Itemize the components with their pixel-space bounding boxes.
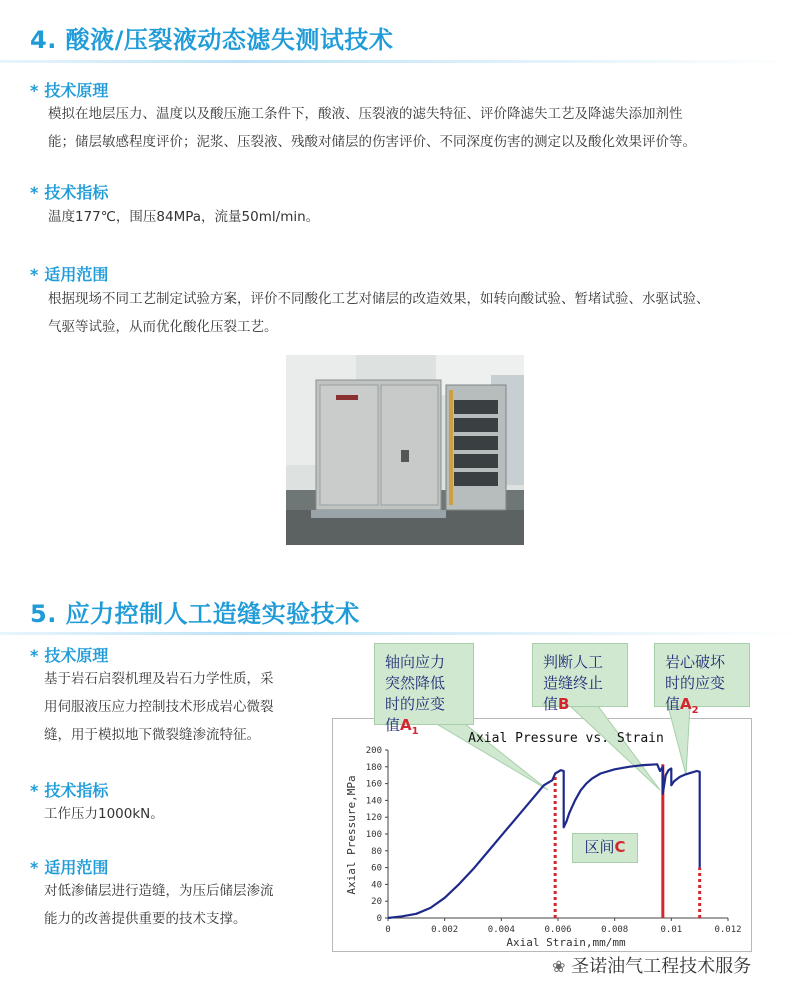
chart-title: Axial Pressure vs. Strain	[468, 731, 664, 746]
x-tick-label: 0.002	[431, 925, 459, 935]
star-icon: *	[30, 81, 39, 100]
x-tick-label: 0	[385, 925, 391, 935]
text-line: 工作压力1000kN。	[44, 806, 164, 822]
wechat-icon: ❀	[552, 957, 566, 976]
callout-line: 突然降低	[385, 674, 446, 692]
watermark-text: 圣诺油气工程技术服务	[571, 956, 752, 977]
callout-prefix: 值	[543, 695, 559, 713]
y-tick-label: 140	[365, 796, 382, 807]
callout-line: 判断人工	[543, 653, 604, 671]
y-tick-label: 0	[376, 914, 382, 924]
text-line: 能；储层敏感程度评价；泥浆、压裂液、残酸对储层的伤害评价、不同深度伤害的测定以及酸化效果评价等。	[48, 134, 696, 150]
x-tick-label: 0.012	[714, 925, 742, 935]
y-tick-label: 100	[365, 830, 382, 840]
y-tick-label: 180	[365, 762, 382, 773]
heading-label: 技术指标	[44, 183, 109, 202]
chart-ylabel: Axial Pressure,MPa	[345, 775, 358, 895]
y-tick-label: 60	[371, 863, 382, 874]
heading-label: 适用范围	[44, 265, 109, 284]
y-tick-label: 20	[371, 897, 382, 908]
callout-mark-sub: 1	[411, 726, 419, 737]
x-tick-label: 0.004	[487, 925, 515, 935]
callout-prefix: 值	[665, 695, 681, 713]
text-line: 温度177℃，围压84MPa，流量50ml/min。	[48, 209, 320, 225]
star-icon: *	[30, 183, 39, 202]
callout-line: 轴向应力	[385, 653, 446, 671]
callout-mark: B	[558, 695, 570, 713]
y-tick-label: 200	[365, 746, 382, 756]
callout-prefix: 区间	[584, 838, 615, 856]
callout-line	[665, 694, 739, 721]
text-line: 对低渗储层进行造缝，为压后储层渗流	[44, 883, 274, 899]
text-line: 气驱等试验，从而优化酸化压裂工艺。	[48, 319, 278, 335]
x-tick-label: 0.01	[660, 925, 683, 935]
callout-mark: A	[400, 716, 412, 734]
section4-title: 4. 酸液/压裂液动态滤失测试技术	[30, 26, 394, 54]
callout-c	[572, 833, 638, 863]
x-tick-label: 0.008	[601, 925, 629, 935]
text-line: 能力的改善提供重要的技术支撑。	[44, 911, 247, 927]
callout-a1	[374, 643, 474, 737]
callout-b	[532, 643, 628, 713]
callout-prefix: 值	[385, 716, 401, 734]
wechat-watermark	[552, 952, 751, 978]
callout-line: 时的应变	[385, 695, 446, 713]
heading-label: 技术原理	[44, 81, 109, 100]
callout-mark-sub: 2	[691, 705, 699, 716]
callout-line: 时的应变	[665, 674, 726, 692]
chart-xlabel: Axial Strain,mm/mm	[506, 936, 626, 949]
callout-line	[385, 715, 463, 742]
heading-label: 技术原理	[44, 646, 109, 665]
y-tick-label: 160	[365, 779, 382, 790]
star-icon: *	[30, 265, 39, 284]
text-line: 缝，用于模拟地下微裂缝渗流特征。	[44, 727, 260, 743]
callout-line: 岩心破坏	[665, 653, 726, 671]
star-icon: *	[30, 781, 39, 800]
callout-b-pointer	[570, 706, 660, 790]
callout-line: 造缝终止	[543, 674, 604, 692]
text-line: 模拟在地层压力、温度以及酸压施工条件下，酸液、压裂液的滤失特征、评价降滤失工艺及降滤失添加剂性	[48, 106, 683, 122]
section5-title: 5. 应力控制人工造缝实验技术	[30, 600, 360, 628]
callout-mark: A	[680, 695, 692, 713]
x-tick-label: 0.006	[544, 925, 572, 935]
heading-label: 技术指标	[44, 781, 109, 800]
star-icon: *	[30, 858, 39, 877]
callout-line	[543, 694, 617, 715]
heading-label: 适用范围	[44, 858, 109, 877]
text-line: 根据现场不同工艺制定试验方案，评价不同酸化工艺对储层的改造效果，如转向酸试验、暂堵试验、水驱试验、	[48, 291, 710, 307]
y-tick-label: 80	[371, 846, 382, 857]
y-tick-label: 120	[365, 813, 382, 824]
y-tick-label: 40	[371, 880, 382, 891]
text-line: 用伺服液压应力控制技术形成岩心微裂	[44, 699, 274, 715]
callout-a2	[654, 643, 750, 716]
callout-mark: C	[614, 838, 626, 856]
text-line: 基于岩石启裂机理及岩石力学性质，采	[44, 671, 274, 687]
star-icon: *	[30, 646, 39, 665]
